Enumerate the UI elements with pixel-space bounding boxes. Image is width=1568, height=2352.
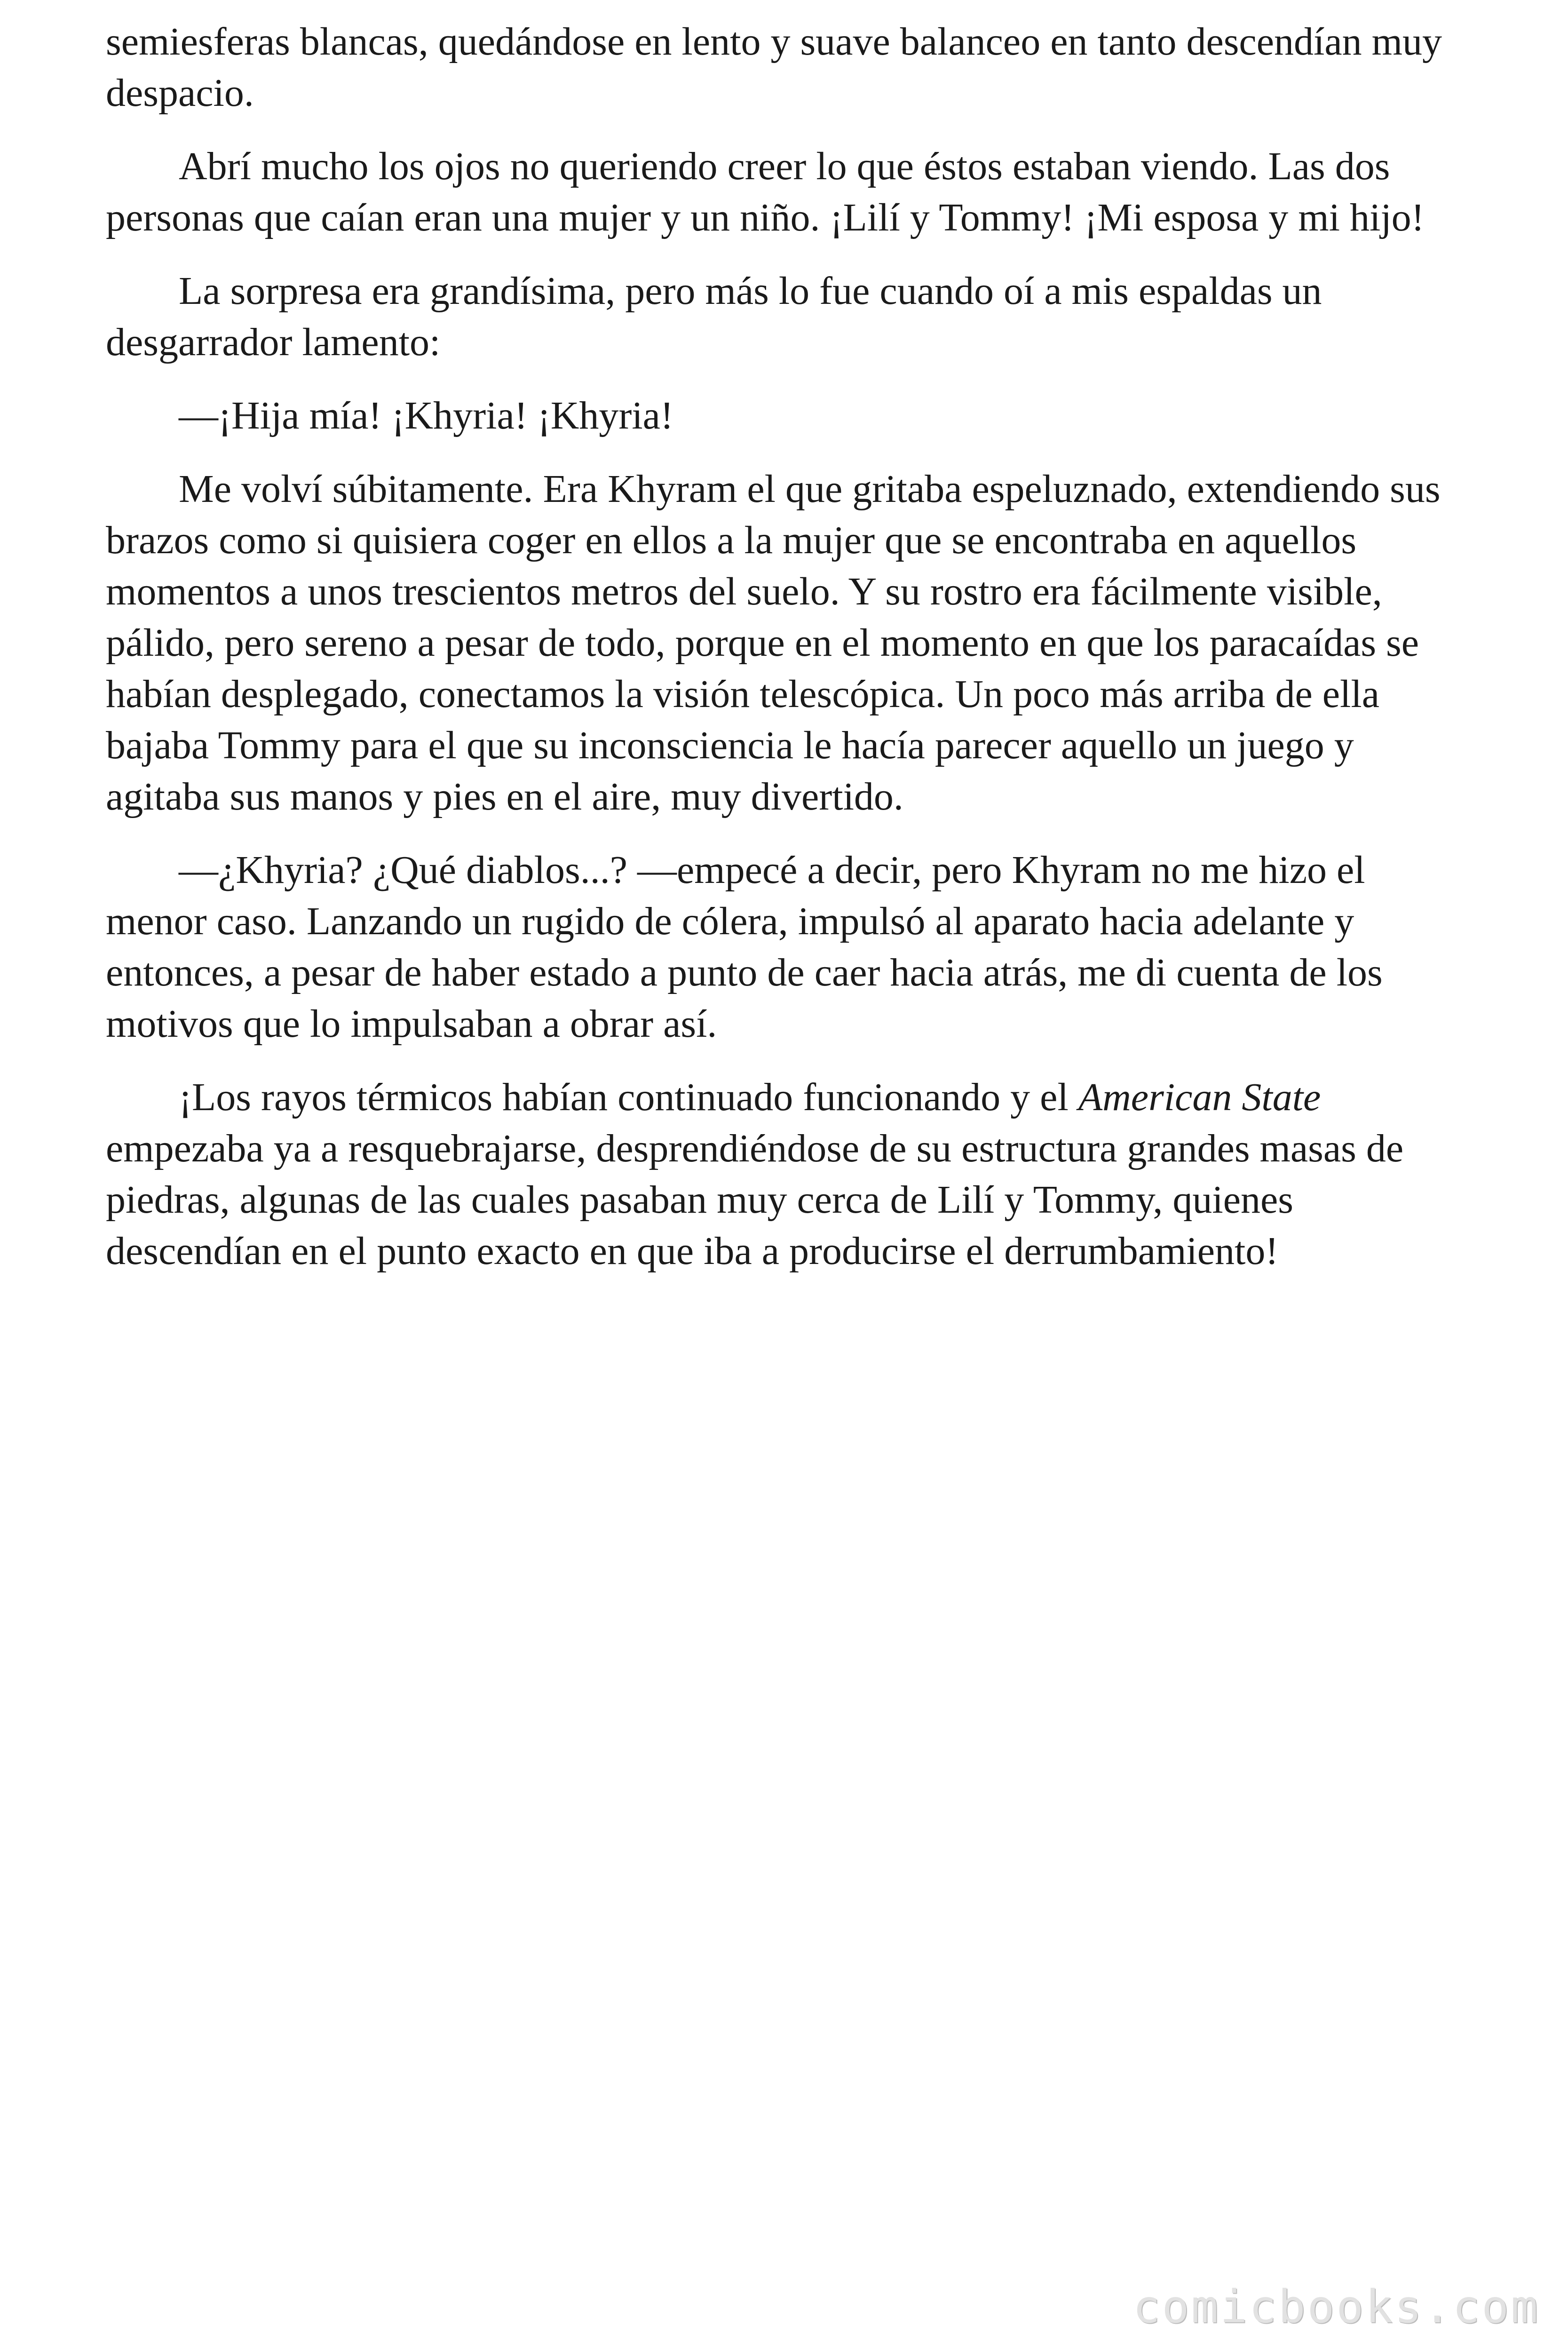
page-body [106, 16, 1465, 1299]
ship-name-italic: American State [1078, 1075, 1321, 1119]
paragraph-7 [106, 1072, 1465, 1277]
paragraph-7-end: empezaba ya a resquebrajarse, desprendiéndose de su estructura grandes masas de piedras, algunas de las cuales pasaban muy cerca de Lilí y Tommy, quienes descendían en el punto exacto en que iba a producirse el derrumbamiento! [106, 1127, 1404, 1273]
paragraph-4-dialogue: —¡Hija mía! ¡Khyria! ¡Khyria! [179, 394, 673, 437]
paragraph-6-dialogue: —¿Khyria? ¿Qué diablos...? —empecé a decir, pero Khyram no me hizo el menor caso. Lanzando un rugido de cólera, impulsó al aparato hacia adelante y entonces, a pesar de haber estado a punto de caer hacia atrás, me di cuenta de los motivos que lo impulsaban a obrar así. [106, 848, 1383, 1046]
paragraph-1: semiesferas blancas, quedándose en lento y suave balanceo en tanto descendían muy despacio. [106, 20, 1442, 115]
paragraph-7-start: ¡Los rayos térmicos habían continuado funcionando y el [179, 1075, 1078, 1119]
paragraph-5: Me volví súbitamente. Era Khyram el que gritaba espeluznado, extendiendo sus brazos como si quisiera coger en ellos a la mujer que se encontraba en aquellos momentos a unos trescientos metros del suelo. Y su rostro era fácilmente visible, pálido, pero sereno a pesar de todo, porque en el momento en que los paracaídas se habían desplegado, conectamos la visión telescópica. Un poco más arriba de ella bajaba Tommy para el que su inconsciencia le hacía parecer aquello un juego y agitaba sus manos y pies en el aire, muy divertido. [106, 467, 1441, 818]
paragraph-3: La sorpresa era grandísima, pero más lo fue cuando oí a mis espaldas un desgarrador lamento: [106, 269, 1322, 364]
paragraph-2: Abrí mucho los ojos no queriendo creer lo que éstos estaban viendo. Las dos personas que caían eran una mujer y un niño. ¡Lilí y Tommy! ¡Mi esposa y mi hijo! [106, 144, 1425, 239]
watermark: comicbooks.com [1132, 2280, 1540, 2333]
